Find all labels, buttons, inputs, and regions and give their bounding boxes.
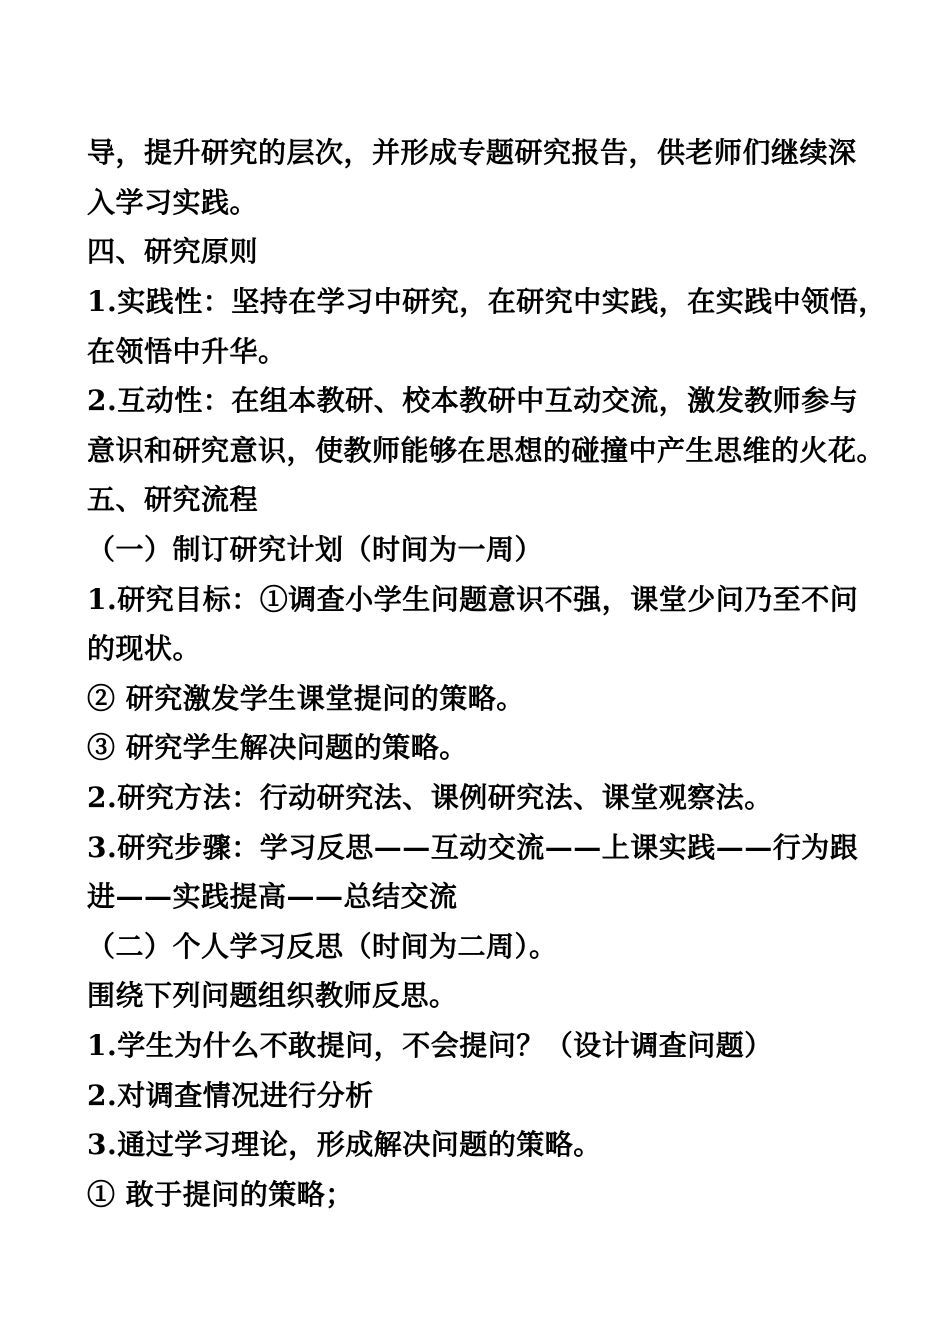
text-line: 在领悟中升华。 bbox=[87, 335, 287, 368]
text-line: 2.互动性：在组本教研、校本教研中互动交流，激发教师参与 bbox=[87, 384, 859, 417]
text-line: 2.研究方法：行动研究法、课例研究法、课堂观察法。 bbox=[87, 781, 773, 814]
text-line: 入学习实践。 bbox=[87, 186, 259, 219]
subsection-heading: （一）制订研究计划（时间为一周） bbox=[87, 533, 544, 566]
section-heading: 四、研究原则 bbox=[87, 235, 259, 268]
text-line: 3.通过学习理论，形成解决问题的策略。 bbox=[87, 1128, 602, 1161]
text-line: ① 敢于提问的策略； bbox=[87, 1178, 354, 1211]
text-line: 1.学生为什么不敢提问，不会提问？（设计调查问题） bbox=[87, 1029, 773, 1062]
text-line: 的现状。 bbox=[87, 632, 202, 665]
text-line: ③ 研究学生解决问题的策略。 bbox=[87, 731, 468, 764]
text-line: 1.研究目标：①调查小学生问题意识不强，课堂少问乃至不问 bbox=[87, 583, 859, 616]
text-line: ② 研究激发学生课堂提问的策略。 bbox=[87, 682, 525, 715]
text-line: 3.研究步骤：学习反思——互动交流——上课实践——行为跟 bbox=[87, 831, 859, 864]
text-line: 围绕下列问题组织教师反思。 bbox=[87, 979, 458, 1012]
text-line: 意识和研究意识，使教师能够在思想的碰撞中产生思维的火花。 bbox=[87, 434, 886, 467]
text-line: 导，提升研究的层次，并形成专题研究报告，供老师们继续深 bbox=[87, 136, 857, 169]
section-heading: 五、研究流程 bbox=[87, 483, 259, 516]
text-line: 进——实践提高——总结交流 bbox=[87, 880, 458, 913]
text-line: 2.对调查情况进行分析 bbox=[87, 1079, 374, 1112]
subsection-heading: （二）个人学习反思（时间为二周）。 bbox=[87, 930, 558, 963]
text-line: 1.实践性：坚持在学习中研究，在研究中实践，在实践中领悟， bbox=[87, 285, 887, 318]
